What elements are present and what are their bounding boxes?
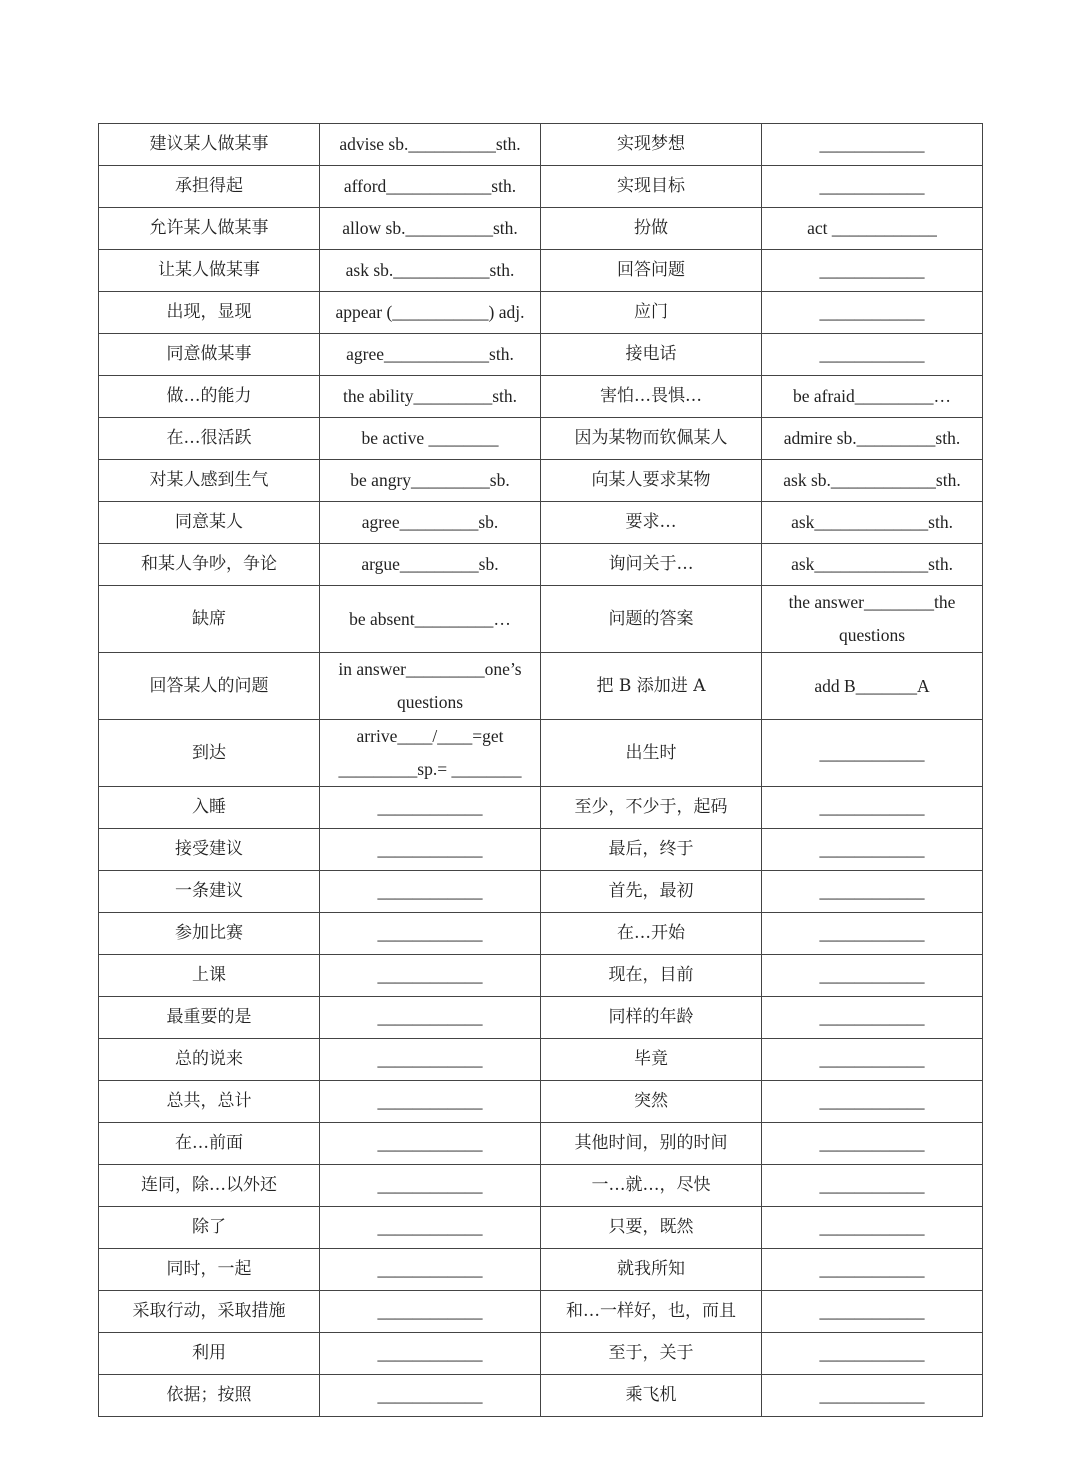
table-row — [99, 913, 983, 955]
table-row — [99, 376, 983, 418]
answer-blank-cell: ____________ — [320, 871, 541, 913]
answer-blank-cell: ____________ — [320, 1207, 541, 1249]
answer-blank-cell: ____________ — [320, 1333, 541, 1375]
table-row — [99, 166, 983, 208]
chinese-phrase-cell: 建议某人做某事 — [99, 124, 320, 166]
chinese-phrase-cell: 允许某人做某事 — [99, 208, 320, 250]
table-row — [99, 418, 983, 460]
answer-blank-cell: ____________ — [320, 1165, 541, 1207]
table-row — [99, 334, 983, 376]
table-row — [99, 1207, 983, 1249]
english-phrase-cell: in answer_________one’s questions — [320, 653, 541, 720]
answer-blank-cell: ____________ — [320, 1375, 541, 1417]
answer-blank-cell: ____________ — [320, 1039, 541, 1081]
english-phrase-cell: ask_____________sth. — [762, 502, 983, 544]
chinese-phrase-cell: 应门 — [541, 292, 762, 334]
chinese-phrase-cell: 至少，不少于，起码 — [541, 787, 762, 829]
table-row — [99, 250, 983, 292]
table-row — [99, 787, 983, 829]
chinese-phrase-cell: 最后，终于 — [541, 829, 762, 871]
chinese-phrase-cell: 和…一样好，也，而且 — [541, 1291, 762, 1333]
chinese-phrase-cell: 接受建议 — [99, 829, 320, 871]
english-phrase-cell: allow sb.__________sth. — [320, 208, 541, 250]
answer-blank-cell: ____________ — [320, 787, 541, 829]
english-phrase-cell: ask sb.___________sth. — [320, 250, 541, 292]
table-row — [99, 502, 983, 544]
table-row — [99, 1333, 983, 1375]
chinese-phrase-cell: 同意做某事 — [99, 334, 320, 376]
english-phrase-cell: advise sb.__________sth. — [320, 124, 541, 166]
english-phrase-cell: ____________ — [762, 334, 983, 376]
table-row — [99, 1375, 983, 1417]
table-row — [99, 1165, 983, 1207]
answer-blank-cell: ____________ — [320, 829, 541, 871]
chinese-phrase-cell: 出现，显现 — [99, 292, 320, 334]
table-row — [99, 124, 983, 166]
answer-blank-cell: ____________ — [320, 913, 541, 955]
chinese-phrase-cell: 其他时间，别的时间 — [541, 1123, 762, 1165]
chinese-phrase-cell: 至于，关于 — [541, 1333, 762, 1375]
answer-blank-cell: ____________ — [762, 1291, 983, 1333]
english-phrase-cell: the ability_________sth. — [320, 376, 541, 418]
chinese-phrase-cell: 乘飞机 — [541, 1375, 762, 1417]
chinese-phrase-cell: 最重要的是 — [99, 997, 320, 1039]
chinese-phrase-cell: 毕竟 — [541, 1039, 762, 1081]
chinese-phrase-cell: 就我所知 — [541, 1249, 762, 1291]
table-row — [99, 460, 983, 502]
english-phrase-cell: ____________ — [762, 720, 983, 787]
chinese-phrase-cell: 做…的能力 — [99, 376, 320, 418]
table-row — [99, 829, 983, 871]
chinese-phrase-cell: 要求… — [541, 502, 762, 544]
answer-blank-cell: ____________ — [762, 913, 983, 955]
english-phrase-cell: admire sb._________sth. — [762, 418, 983, 460]
answer-blank-cell: ____________ — [762, 871, 983, 913]
chinese-phrase-cell: 利用 — [99, 1333, 320, 1375]
english-phrase-cell: agree_________sb. — [320, 502, 541, 544]
answer-blank-cell: ____________ — [320, 997, 541, 1039]
table-row — [99, 1123, 983, 1165]
chinese-phrase-cell: 让某人做某事 — [99, 250, 320, 292]
english-phrase-cell: arrive____/____=get _________sp.= ________ — [320, 720, 541, 787]
english-phrase-cell: ____________ — [762, 292, 983, 334]
vocabulary-table — [98, 123, 983, 1417]
english-phrase-cell: add B_______A — [762, 653, 983, 720]
table-row — [99, 955, 983, 997]
answer-blank-cell: ____________ — [320, 1081, 541, 1123]
chinese-phrase-cell: 把 B 添加进 A — [541, 653, 762, 720]
table-row — [99, 1249, 983, 1291]
table-row — [99, 292, 983, 334]
chinese-phrase-cell: 参加比赛 — [99, 913, 320, 955]
answer-blank-cell: ____________ — [762, 1081, 983, 1123]
chinese-phrase-cell: 实现梦想 — [541, 124, 762, 166]
chinese-phrase-cell: 突然 — [541, 1081, 762, 1123]
chinese-phrase-cell: 一条建议 — [99, 871, 320, 913]
answer-blank-cell: ____________ — [320, 1123, 541, 1165]
answer-blank-cell: ____________ — [762, 1039, 983, 1081]
table-row — [99, 1081, 983, 1123]
english-phrase-cell: appear (___________) adj. — [320, 292, 541, 334]
english-phrase-cell: afford____________sth. — [320, 166, 541, 208]
chinese-phrase-cell: 依据；按照 — [99, 1375, 320, 1417]
table-row — [99, 1291, 983, 1333]
chinese-phrase-cell: 同样的年龄 — [541, 997, 762, 1039]
english-phrase-cell: be absent_________… — [320, 586, 541, 653]
english-phrase-cell: ask_____________sth. — [762, 544, 983, 586]
chinese-phrase-cell: 对某人感到生气 — [99, 460, 320, 502]
english-phrase-cell: act ____________ — [762, 208, 983, 250]
chinese-phrase-cell: 总共，总计 — [99, 1081, 320, 1123]
english-phrase-cell: ____________ — [762, 166, 983, 208]
chinese-phrase-cell: 回答问题 — [541, 250, 762, 292]
english-phrase-cell: be active ________ — [320, 418, 541, 460]
chinese-phrase-cell: 首先，最初 — [541, 871, 762, 913]
answer-blank-cell: ____________ — [762, 997, 983, 1039]
table-row — [99, 1039, 983, 1081]
answer-blank-cell: ____________ — [320, 955, 541, 997]
chinese-phrase-cell: 同时，一起 — [99, 1249, 320, 1291]
chinese-phrase-cell: 一…就…，尽快 — [541, 1165, 762, 1207]
answer-blank-cell: ____________ — [762, 829, 983, 871]
chinese-phrase-cell: 扮做 — [541, 208, 762, 250]
chinese-phrase-cell: 现在，目前 — [541, 955, 762, 997]
answer-blank-cell: ____________ — [762, 1207, 983, 1249]
english-phrase-cell: ____________ — [762, 250, 983, 292]
table-row — [99, 544, 983, 586]
english-phrase-cell: ____________ — [762, 124, 983, 166]
chinese-phrase-cell: 缺席 — [99, 586, 320, 653]
chinese-phrase-cell: 除了 — [99, 1207, 320, 1249]
chinese-phrase-cell: 回答某人的问题 — [99, 653, 320, 720]
chinese-phrase-cell: 在…很活跃 — [99, 418, 320, 460]
answer-blank-cell: ____________ — [762, 1375, 983, 1417]
english-phrase-cell: argue_________sb. — [320, 544, 541, 586]
answer-blank-cell: ____________ — [762, 1165, 983, 1207]
english-phrase-cell: ask sb.____________sth. — [762, 460, 983, 502]
answer-blank-cell: ____________ — [762, 1249, 983, 1291]
chinese-phrase-cell: 问题的答案 — [541, 586, 762, 653]
chinese-phrase-cell: 承担得起 — [99, 166, 320, 208]
table-row — [99, 653, 983, 720]
answer-blank-cell: ____________ — [762, 1123, 983, 1165]
answer-blank-cell: ____________ — [762, 787, 983, 829]
chinese-phrase-cell: 只要，既然 — [541, 1207, 762, 1249]
chinese-phrase-cell: 因为某物而钦佩某人 — [541, 418, 762, 460]
chinese-phrase-cell: 接电话 — [541, 334, 762, 376]
table-row — [99, 871, 983, 913]
chinese-phrase-cell: 总的说来 — [99, 1039, 320, 1081]
answer-blank-cell: ____________ — [320, 1249, 541, 1291]
answer-blank-cell: ____________ — [762, 955, 983, 997]
english-phrase-cell: be afraid_________… — [762, 376, 983, 418]
english-phrase-cell: be angry_________sb. — [320, 460, 541, 502]
table-row — [99, 586, 983, 653]
chinese-phrase-cell: 连同，除…以外还 — [99, 1165, 320, 1207]
table-row — [99, 208, 983, 250]
answer-blank-cell: ____________ — [762, 1333, 983, 1375]
table-row — [99, 997, 983, 1039]
chinese-phrase-cell: 向某人要求某物 — [541, 460, 762, 502]
chinese-phrase-cell: 同意某人 — [99, 502, 320, 544]
chinese-phrase-cell: 到达 — [99, 720, 320, 787]
chinese-phrase-cell: 询问关于… — [541, 544, 762, 586]
answer-blank-cell: ____________ — [320, 1291, 541, 1333]
chinese-phrase-cell: 出生时 — [541, 720, 762, 787]
chinese-phrase-cell: 采取行动，采取措施 — [99, 1291, 320, 1333]
chinese-phrase-cell: 上课 — [99, 955, 320, 997]
table-row — [99, 720, 983, 787]
english-phrase-cell: agree____________sth. — [320, 334, 541, 376]
english-phrase-cell: the answer________the questions — [762, 586, 983, 653]
chinese-phrase-cell: 实现目标 — [541, 166, 762, 208]
chinese-phrase-cell: 入睡 — [99, 787, 320, 829]
chinese-phrase-cell: 在…开始 — [541, 913, 762, 955]
chinese-phrase-cell: 在…前面 — [99, 1123, 320, 1165]
chinese-phrase-cell: 害怕…畏惧… — [541, 376, 762, 418]
chinese-phrase-cell: 和某人争吵，争论 — [99, 544, 320, 586]
